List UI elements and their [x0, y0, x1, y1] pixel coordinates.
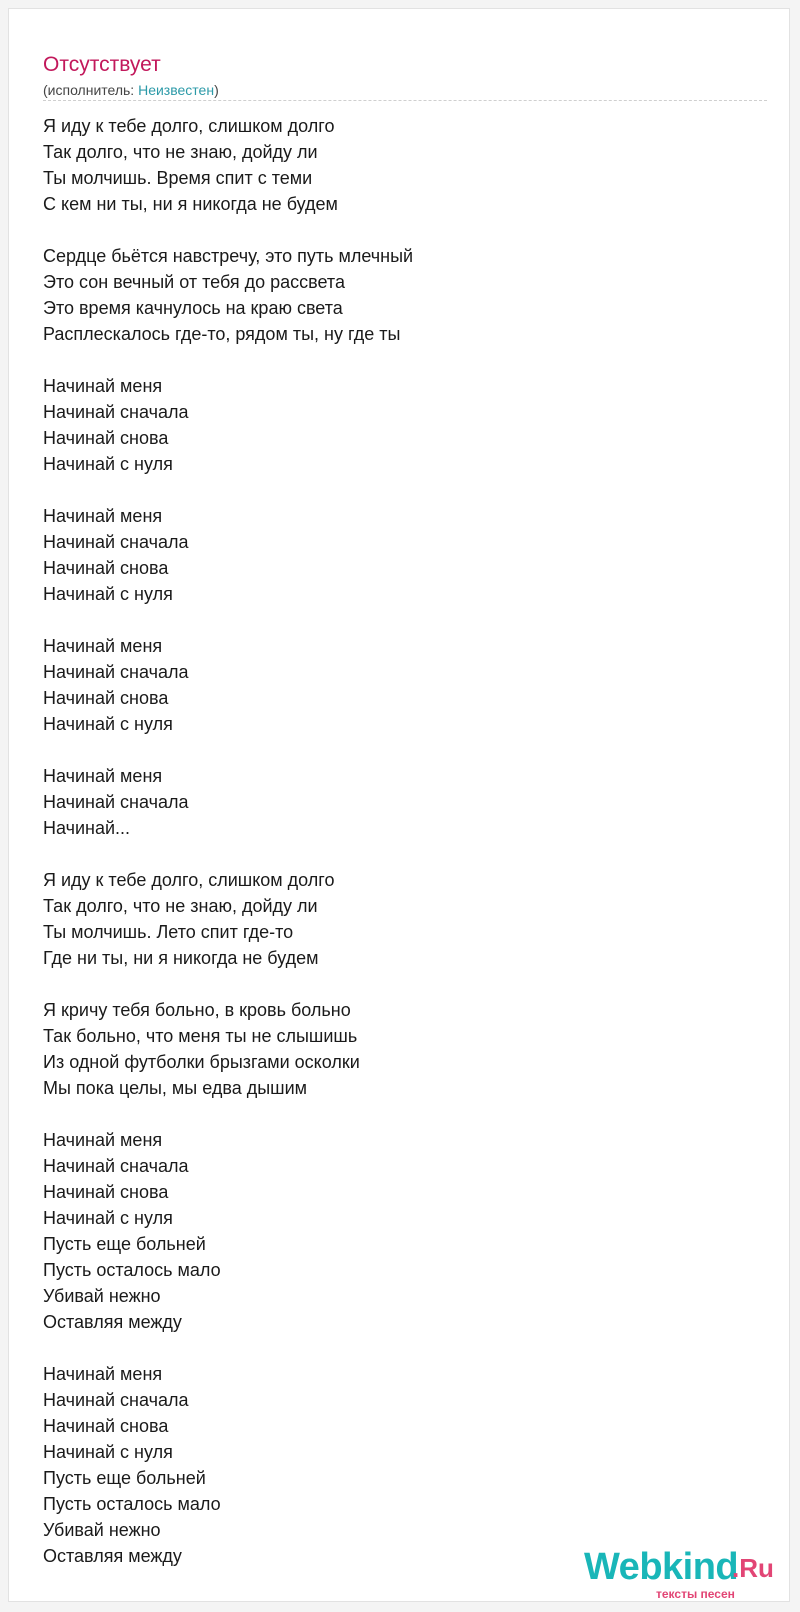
- lyrics-stanza: [43, 997, 763, 1101]
- lyrics-line: С кем ни ты, ни я никогда не будем: [43, 194, 338, 214]
- lyrics-line: Я кричу тебя больно, в кровь больно: [43, 1000, 351, 1020]
- lyrics-text: [43, 113, 763, 1595]
- lyrics-line: Ты молчишь. Время спит с теми: [43, 168, 313, 188]
- lyrics-line: Убивай нежно: [43, 1286, 161, 1306]
- lyrics-line: Убивай нежно: [43, 1520, 161, 1540]
- lyrics-line: Где ни ты, ни я никогда не будем: [43, 948, 319, 968]
- lyrics-line: Начинай с нуля: [43, 714, 173, 734]
- lyrics-line: Пусть еще больней: [43, 1234, 206, 1254]
- lyrics-line: Так долго, что не знаю, дойду ли: [43, 896, 318, 916]
- lyrics-line: Начинай меня: [43, 376, 163, 396]
- lyrics-line: Начинай сначала: [43, 1390, 189, 1410]
- lyrics-line: Оставляя между: [43, 1546, 182, 1566]
- lyrics-stanza: [43, 867, 763, 971]
- lyrics-line: Расплескалось где-то, рядом ты, ну где ты: [43, 324, 401, 344]
- lyrics-line: Начинай меня: [43, 766, 163, 786]
- lyrics-line: Из одной футболки брызгами осколки: [43, 1052, 360, 1072]
- lyrics-line: Пусть осталось мало: [43, 1494, 221, 1514]
- lyrics-line: Начинай сначала: [43, 532, 189, 552]
- lyrics-stanza: [43, 503, 763, 607]
- lyrics-line: Так долго, что не знаю, дойду ли: [43, 142, 318, 162]
- lyrics-line: Начинай снова: [43, 1182, 169, 1202]
- lyrics-line: Начинай с нуля: [43, 454, 173, 474]
- lyrics-stanza: [43, 373, 763, 477]
- lyrics-line: Мы пока целы, мы едва дышим: [43, 1078, 308, 1098]
- webkind-logo[interactable]: [584, 1545, 784, 1601]
- lyrics-line: Пусть осталось мало: [43, 1260, 221, 1280]
- lyrics-stanza: [43, 243, 763, 347]
- lyrics-stanza: [43, 763, 763, 841]
- logo-tagline: тексты песен: [656, 1587, 735, 1601]
- song-title: Отсутствует: [43, 53, 161, 76]
- lyrics-line: Пусть еще больней: [43, 1468, 206, 1488]
- lyrics-line: Начинай меня: [43, 1364, 163, 1384]
- lyrics-line: Начинай снова: [43, 558, 169, 578]
- lyrics-stanza: [43, 113, 763, 217]
- lyrics-line: Начинай сначала: [43, 1156, 189, 1176]
- logo-tld: .Ru: [732, 1553, 774, 1583]
- lyrics-line: Сердце бьётся навстречу, это путь млечный: [43, 246, 414, 266]
- lyrics-line: Начинай с нуля: [43, 1208, 173, 1228]
- artist-link[interactable]: Неизвестен: [138, 82, 215, 98]
- lyrics-line: Начинай меня: [43, 636, 163, 656]
- lyrics-line: Начинай меня: [43, 1130, 163, 1150]
- lyrics-line: Ты молчишь. Лето спит где-то: [43, 922, 294, 942]
- artist-line: [43, 81, 219, 99]
- artist-suffix: ): [214, 82, 219, 98]
- lyrics-line: Начинай снова: [43, 688, 169, 708]
- lyrics-page: [8, 8, 790, 1602]
- lyrics-line: Начинай снова: [43, 1416, 169, 1436]
- lyrics-line: Это сон вечный от тебя до рассвета: [43, 272, 345, 292]
- lyrics-line: Это время качнулось на краю света: [43, 298, 343, 318]
- lyrics-line: Начинай...: [43, 818, 131, 838]
- lyrics-line: Начинай сначала: [43, 792, 189, 812]
- lyrics-line: Я иду к тебе долго, слишком долго: [43, 870, 335, 890]
- lyrics-line: Начинай сначала: [43, 402, 189, 422]
- header-divider: [43, 100, 767, 101]
- lyrics-line: Так больно, что меня ты не слышишь: [43, 1026, 358, 1046]
- lyrics-line: Оставляя между: [43, 1312, 182, 1332]
- lyrics-stanza: [43, 633, 763, 737]
- lyrics-stanza: [43, 1127, 763, 1335]
- lyrics-line: Начинай с нуля: [43, 1442, 173, 1462]
- lyrics-line: Я иду к тебе долго, слишком долго: [43, 116, 335, 136]
- lyrics-line: Начинай с нуля: [43, 584, 173, 604]
- lyrics-stanza: [43, 1361, 763, 1569]
- lyrics-line: Начинай сначала: [43, 662, 189, 682]
- logo-word: Webkind: [584, 1546, 739, 1588]
- artist-prefix: (исполнитель:: [43, 82, 139, 98]
- lyrics-line: Начинай меня: [43, 506, 163, 526]
- lyrics-line: Начинай снова: [43, 428, 169, 448]
